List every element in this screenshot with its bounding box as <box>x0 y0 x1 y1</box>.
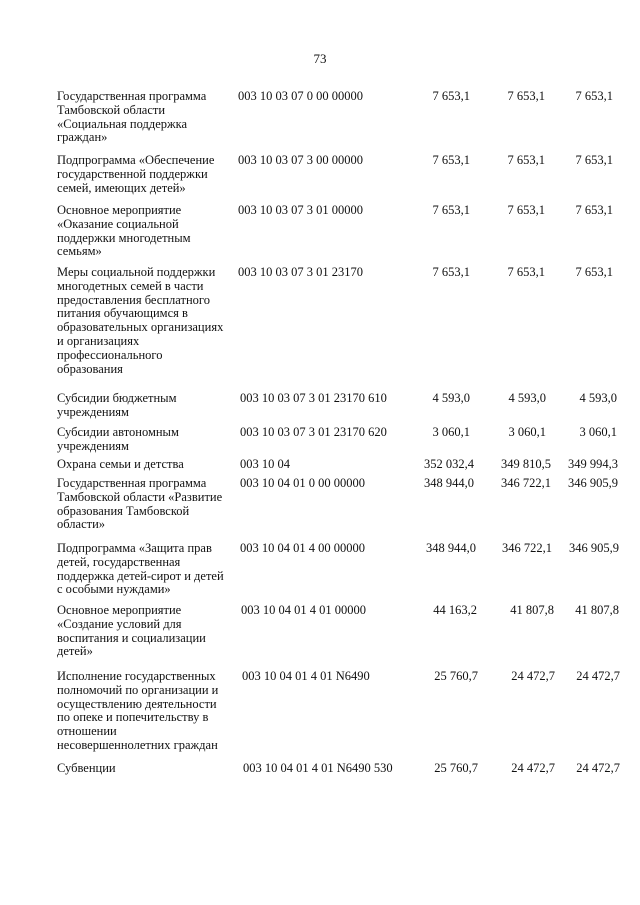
row-codes: 003 10 03 07 3 01 23170 620 <box>240 425 387 439</box>
row-value-2: 24 472,7 <box>511 761 555 775</box>
row-codes: 003 10 03 07 3 01 23170 <box>238 265 363 279</box>
row-codes: 003 10 04 01 4 00 00000 <box>240 541 365 555</box>
row-value-1: 4 593,0 <box>432 391 470 405</box>
row-value-2: 24 472,7 <box>511 669 555 683</box>
row-codes: 003 10 04 01 0 00 00000 <box>240 476 365 490</box>
row-name: Субсидии автономным учреждениям <box>57 425 179 453</box>
row-codes: 003 10 04 01 4 01 N6490 530 <box>243 761 393 775</box>
row-value-3: 346 905,9 <box>568 476 618 490</box>
row-value-1: 7 653,1 <box>432 89 470 103</box>
row-name: Исполнение государственных полномочий по организации и осуществлению деятельности по опеке и попечительству в отношении несовершеннолетних граждан <box>57 669 219 752</box>
row-value-2: 7 653,1 <box>507 89 545 103</box>
row-codes: 003 10 04 01 4 01 00000 <box>241 603 366 617</box>
row-value-2: 41 807,8 <box>510 603 554 617</box>
row-value-2: 349 810,5 <box>501 457 551 471</box>
row-codes: 003 10 03 07 3 00 00000 <box>238 153 363 167</box>
row-codes: 003 10 03 07 3 01 23170 610 <box>240 391 387 405</box>
row-name: Субсидии бюджетным учреждениям <box>57 391 177 419</box>
row-codes: 003 10 04 <box>240 457 290 471</box>
row-value-1: 348 944,0 <box>424 476 474 490</box>
row-value-2: 346 722,1 <box>501 476 551 490</box>
row-value-1: 7 653,1 <box>432 153 470 167</box>
row-name: Государственная программа Тамбовской области «Развитие образования Тамбовской области» <box>57 476 223 532</box>
row-name: Меры социальной поддержки многодетных семей в части предоставления бесплатного питания обучающимся в образовательных организациях и организациях профессионального образования <box>57 265 224 376</box>
row-value-2: 3 060,1 <box>508 425 546 439</box>
row-name: Подпрограмма «Обеспечение государственной поддержки семей, имеющих детей» <box>57 153 215 195</box>
row-value-3: 7 653,1 <box>575 153 613 167</box>
row-value-3: 346 905,9 <box>569 541 619 555</box>
row-value-3: 7 653,1 <box>575 89 613 103</box>
row-value-3: 24 472,7 <box>576 669 620 683</box>
row-value-2: 346 722,1 <box>502 541 552 555</box>
row-value-2: 7 653,1 <box>507 203 545 217</box>
row-value-1: 25 760,7 <box>434 669 478 683</box>
row-name: Субвенции <box>57 761 116 775</box>
row-value-3: 24 472,7 <box>576 761 620 775</box>
row-value-1: 25 760,7 <box>434 761 478 775</box>
row-value-3: 349 994,3 <box>568 457 618 471</box>
row-name: Государственная программа Тамбовской области «Социальная поддержка граждан» <box>57 89 207 145</box>
row-value-1: 348 944,0 <box>426 541 476 555</box>
row-value-1: 44 163,2 <box>433 603 477 617</box>
row-codes: 003 10 04 01 4 01 N6490 <box>242 669 370 683</box>
row-value-3: 7 653,1 <box>575 265 613 279</box>
row-value-3: 41 807,8 <box>575 603 619 617</box>
row-name: Основное мероприятие «Оказание социальной поддержки многодетным семьям» <box>57 203 191 259</box>
row-value-1: 7 653,1 <box>432 265 470 279</box>
row-value-2: 4 593,0 <box>508 391 546 405</box>
row-value-3: 3 060,1 <box>579 425 617 439</box>
row-value-3: 7 653,1 <box>575 203 613 217</box>
row-value-2: 7 653,1 <box>507 265 545 279</box>
row-value-1: 3 060,1 <box>432 425 470 439</box>
page-number: 73 <box>313 51 327 66</box>
row-value-3: 4 593,0 <box>579 391 617 405</box>
row-name: Подпрограмма «Защита прав детей, государственная поддержка детей-сирот и детей с особыми нуждами» <box>57 541 224 597</box>
row-name: Основное мероприятие «Создание условий для воспитания и социализации детей» <box>57 603 206 659</box>
row-codes: 003 10 03 07 0 00 00000 <box>238 89 363 103</box>
row-codes: 003 10 03 07 3 01 00000 <box>238 203 363 217</box>
row-value-1: 7 653,1 <box>432 203 470 217</box>
row-value-1: 352 032,4 <box>424 457 474 471</box>
row-value-2: 7 653,1 <box>507 153 545 167</box>
row-name: Охрана семьи и детства <box>57 457 184 471</box>
